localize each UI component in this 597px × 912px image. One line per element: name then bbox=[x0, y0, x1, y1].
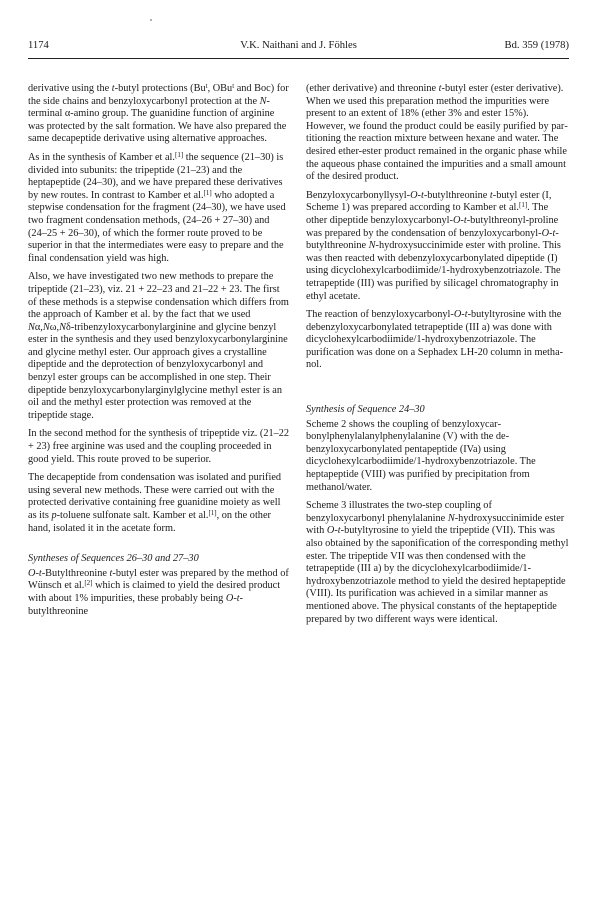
right-column bbox=[306, 83, 569, 632]
section-heading: Synthesis of Sequence 24–30 bbox=[306, 404, 425, 416]
running-header bbox=[28, 40, 569, 56]
scan-speck bbox=[150, 19, 152, 21]
paragraph: Scheme 2 shows the coupling of benzyloxycarbonylphenylalanylphenylalanine (V) with the debenzyloxycarbonylated pentapeptide (IVa) using dicyclohexylcarbodiimide/1-hydroxybenzotriazole. The heptapeptide (VIII) was purified by precipitation from methanol/water. bbox=[306, 418, 536, 493]
header-rule bbox=[28, 58, 569, 59]
left-column bbox=[28, 83, 290, 624]
paragraph: Also, we have investigated two new methods to prepare the tripeptide (21–23), viz. 21 + 22–23 and 21–22 + 23. The first of these methods is a stepwise condensation which differs from the approach of Kamber et al. by the fact that we used Nα,Nω,Nδ-tribenzyloxycarbonylarginine and glycine benzyl ester in the synthesis and they used benzyloxycarbonylarginine and glycine methyl ester. Our approach gives a crystalline dipeptide and the deprotection of benzyloxycarbonyl and benzyl ester groups can be accomplished in one step. Their dipeptide benzyloxycarbonylarginylglycine methyl ester is an oil and the methyl ester protection was removed at the tripeptide stage. bbox=[28, 271, 289, 421]
running-title: V.K. Naithani and J. Föhles bbox=[240, 40, 357, 51]
paragraph: derivative using the t-butyl protections (Bu$^t$, OBu$^t$ and Boc) for the side chains and benzyloxycarbonyl protection at the N-terminal α-amino group. The guanidine function of arginine was protected by the salt formation. We have also prepared the same decapeptide derivative using alternative approaches. bbox=[28, 82, 289, 145]
paragraph: O-t-Butylthreonine t-butyl ester was prepared by the method of Wünsch et al.[2] which is claimed to yield the desired product with about 1% impurities, these probably being O-t-butylthreonine bbox=[28, 567, 289, 617]
paragraph: Scheme 3 illustrates the two-step coupling of benzyloxycarbonyl phenylalanine N-hydroxysuccinimide ester with O-t-butyltyrosine to yield the tripeptide (VII). This was also obtained by the saponification of the corresponding methyl ester. The tripeptide VII was then condensed with the tetrapeptide (III a) by the dicyclohexylcarbodiimide/1-hydroxybenzotriazole method to yield the desired heptapeptide (VIII). Its purification was achieved in a similar manner as mentioned above. The physical constants of the heptapeptide prepared by two different ways were identical. bbox=[306, 500, 569, 625]
paragraph: In the second method for the synthesis of tripeptide viz. (21–22 + 23) free arginine was used and the coupling proceeded in good yield. This route proved to be superior. bbox=[28, 428, 290, 465]
paragraph: The reaction of benzyloxycarbonyl-O-t-butyltyrosine with the debenzyloxycarbonylated tetrapeptide (III a) was done with dicyclohexylcarbodiimide/1-hydroxybenzotriazole. The purification was done on a Sephadex LH-20 column in methanol. bbox=[306, 309, 564, 371]
volume-info: Bd. 359 (1978) bbox=[504, 40, 569, 51]
paragraph: (ether derivative) and threonine t-butyl ester (ester derivative). When we used this preparation method the impurities were present to an extent of 18% (ether 3% and ester 15%). However, we found the product could be easily purified by partitioning the reaction mixture between hexane and water. The desired ether-ester product remained in the organic phase while the aqueous phase contained the impurities and a small amount of the desired product. bbox=[306, 83, 568, 183]
paragraph: As in the synthesis of Kamber et al.[1] the sequence (21–30) is divided into subunits: the tripeptide (21–23) and the heptapeptide (24–30), and we have prepared these derivatives by new routes. In contrast to Kamber et al.[1] who adopted a stepwise condensation for the fragment (24–30), we have used two fragment condensation methods, (24–26 + 27–30) and (24–25 + 26–30), of which the former route proved to be superior in that the intermediates were easy to prepare and the final condensation yield was high. bbox=[28, 150, 286, 264]
section-heading: Syntheses of Sequences 26–30 and 27–30 bbox=[28, 553, 199, 565]
paragraph: Benzyloxycarbonyllysyl-O-t-butylthreonine t-butyl ester (I, Scheme 1) was prepared according to Kamber et al.[1]. The other dipeptide benzyloxycarbonyl-O-t-butylthreonyl-proline was prepared by the condensation of benzyloxycarbonyl-O-t-butylthreonine N-hydroxysuccinimide ester with proline. This was then reacted with debenzyloxycarbonylated dipeptide (I) using dicyclohexylcarbodiimide/1-hydroxybenzotriazole. The tetrapeptide (III) was purified by silicagel chromatography in ethyl acetate. bbox=[306, 189, 561, 302]
paragraph: The decapeptide from condensation was isolated and purified using several new methods. These were carried out with the protected derivative containing free guanidine moiety as well as its p-toluene sulfonate salt. Kamber et al.[1], on the other hand, isolated it in the acetate form. bbox=[28, 472, 282, 534]
page-number: 1174 bbox=[28, 40, 49, 51]
